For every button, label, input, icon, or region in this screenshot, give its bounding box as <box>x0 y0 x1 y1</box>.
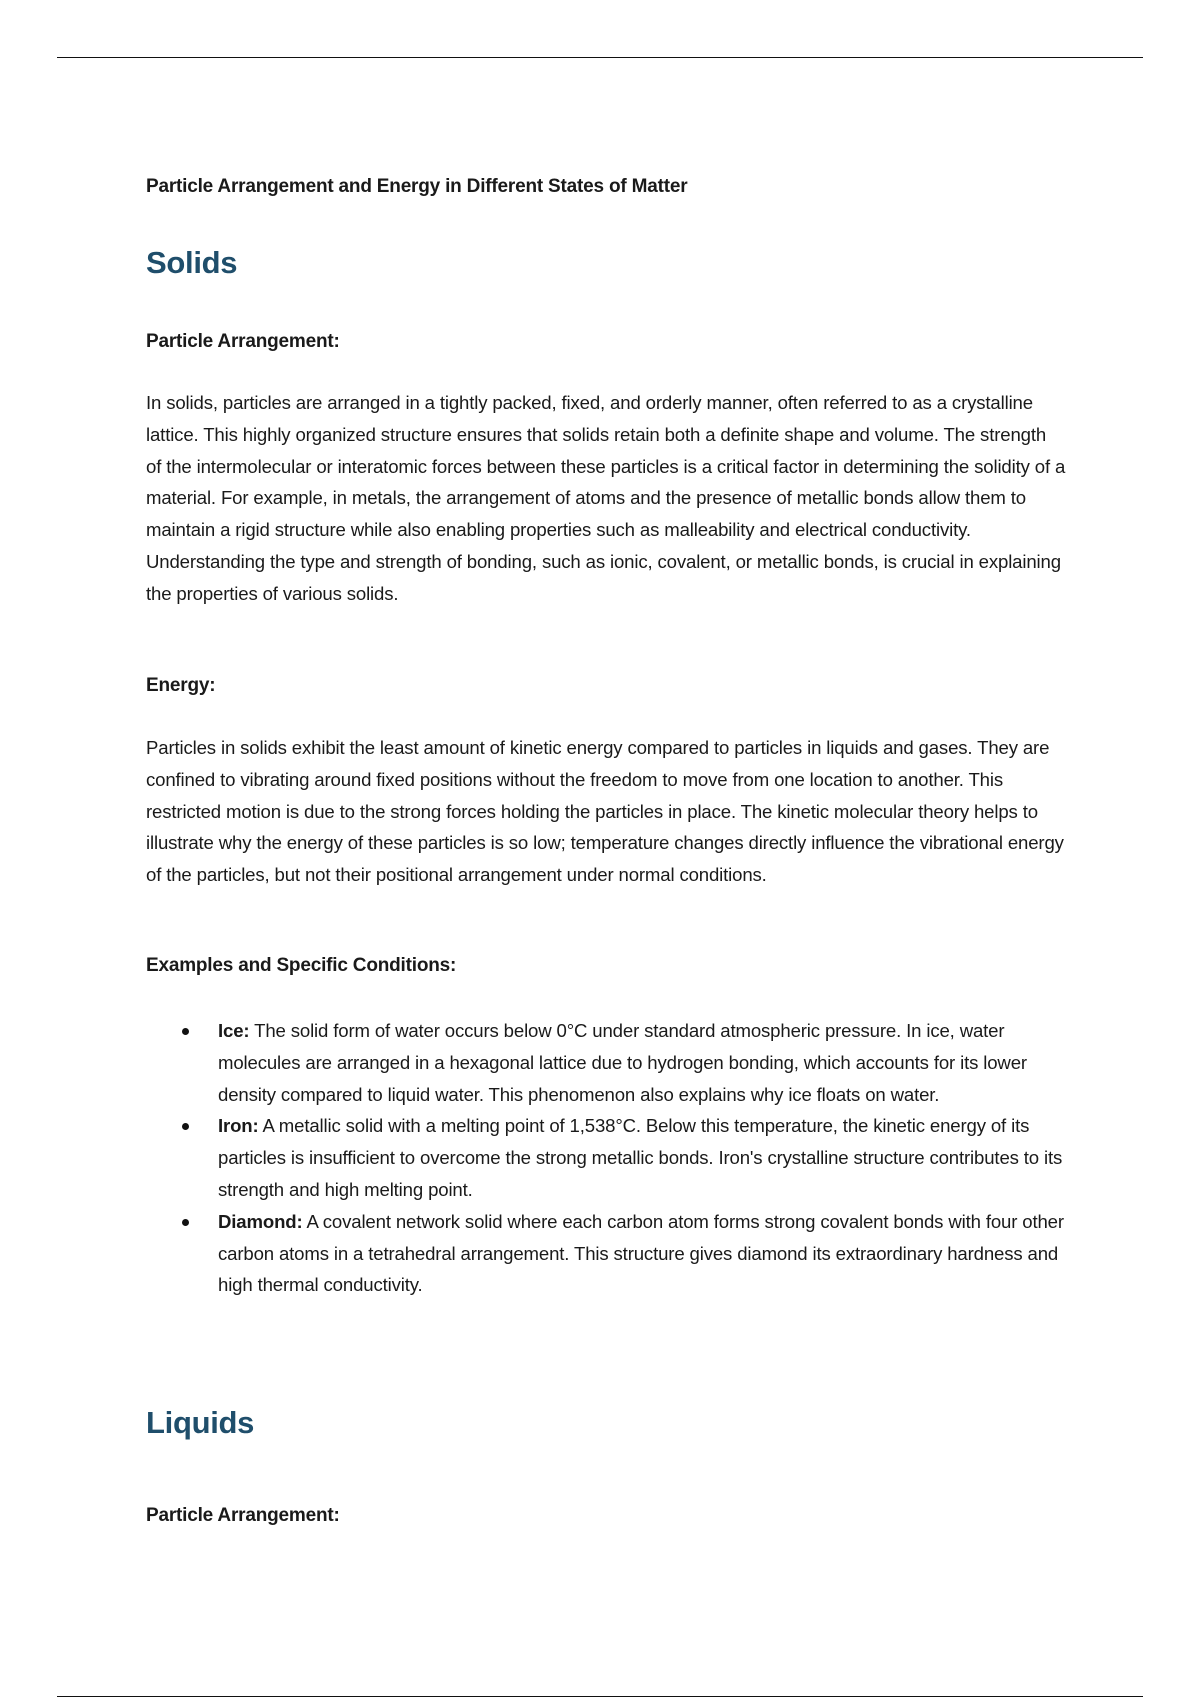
list-item-diamond <box>146 1206 1066 1301</box>
footer-rule <box>57 1696 1143 1697</box>
subheading-particle-arrangement-liquids: Particle Arrangement: <box>146 1505 340 1526</box>
subheading-energy-solids: Energy: <box>146 675 216 696</box>
list-item-iron <box>146 1110 1066 1205</box>
bullet-icon <box>182 1123 189 1130</box>
example-text: A metallic solid with a melting point of 1,538°C. Below this temperature, the kinetic energy of its particles is insufficient to overcome the strong metallic bonds. Iron's crystalline structure contributes to its strength and high melting point. <box>218 1115 1063 1200</box>
example-text: The solid form of water occurs below 0°C under standard atmospheric pressure. In ice, water molecules are arranged in a hexagonal lattice due to hydrogen bonding, which accounts for its lower density compared to liquid water. This phenomenon also explains why ice floats on water. <box>218 1020 1027 1105</box>
list-item-ice <box>146 1015 1066 1110</box>
example-term: Ice: <box>218 1020 250 1041</box>
example-term: Iron: <box>218 1115 259 1137</box>
paragraph-solids-arrangement: In solids, particles are arranged in a tightly packed, fixed, and orderly manner, often referred to as a crystalline lattice. This highly organized structure ensures that solids retain both a definite shape and volume. The strength of the intermolecular or interatomic forces between these particles is a critical factor in determining the solidity of a material. For example, in metals, the arrangement of atoms and the presence of metallic bonds allow them to maintain a rigid structure while also enabling properties such as malleability and electrical conductivity. Understanding the type and strength of bonding, such as ionic, covalent, or metallic bonds, is crucial in explaining the properties of various solids. <box>146 392 1066 604</box>
bullet-icon <box>182 1219 189 1226</box>
subheading-examples: Examples and Specific Conditions: <box>146 955 457 976</box>
example-term: Diamond: <box>218 1210 303 1232</box>
header-rule <box>57 57 1143 58</box>
paragraph-solids-energy: Particles in solids exhibit the least amount of kinetic energy compared to particles in liquids and gases. They are confined to vibrating around fixed positions without the freedom to move from one location to another. This restricted motion is due to the strong forces holding the particles in place. The kinetic molecular theory helps to illustrate why the energy of these particles is so low; temperature changes directly influence the vibrational energy of the particles, but not their positional arrangement under normal conditions. <box>146 737 1064 886</box>
bullet-icon <box>182 1028 189 1035</box>
examples-list <box>146 1015 1066 1301</box>
subheading-particle-arrangement-solids: Particle Arrangement: <box>146 331 340 352</box>
example-text: A covalent network solid where each carbon atom forms strong covalent bonds with four other carbon atoms in a tetrahedral arrangement. This structure gives diamond its extraordinary hardness and high thermal conductivity. <box>218 1210 1064 1296</box>
section-heading-liquids: Liquids <box>146 1405 255 1440</box>
document-title: Particle Arrangement and Energy in Different States of Matter <box>146 176 688 197</box>
section-heading-solids: Solids <box>146 245 238 280</box>
